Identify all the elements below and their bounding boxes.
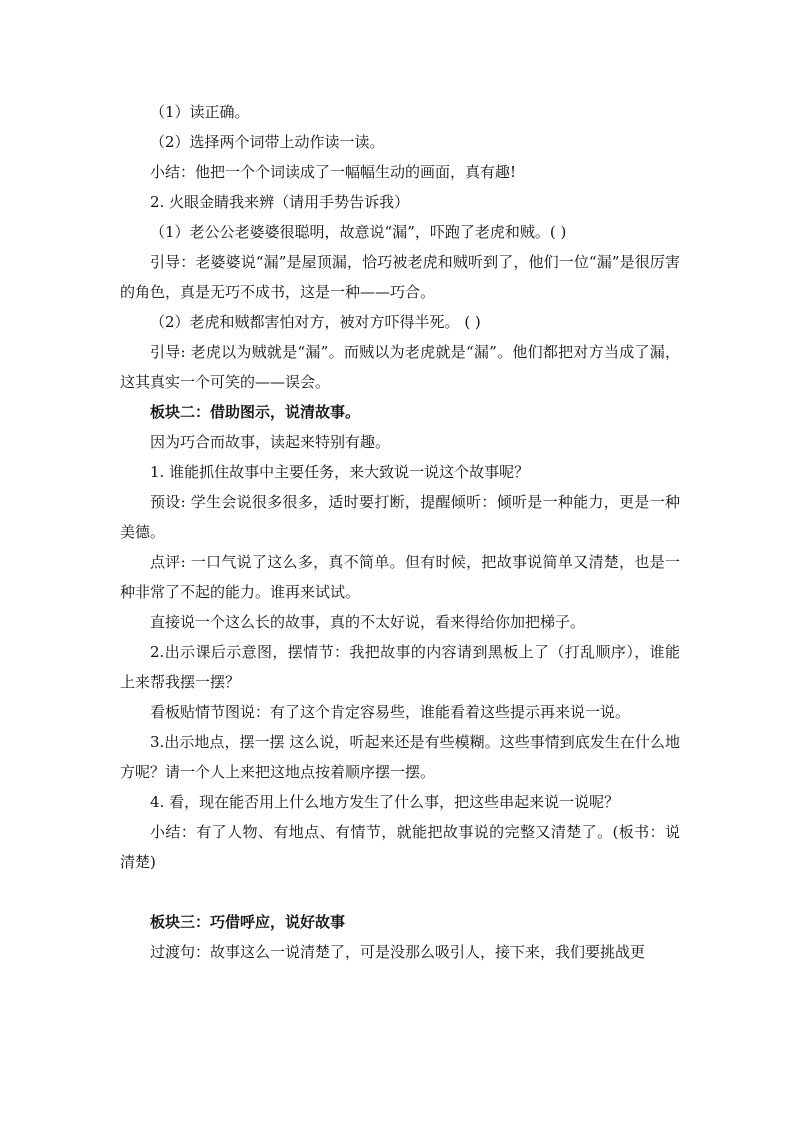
document-body <box>120 97 680 967</box>
paragraph-read-correctly: （1）读正确。 <box>150 103 250 121</box>
paragraph-guide-misunderstanding: 引导: 老虎以为贼就是“漏”。而贼以为老虎就是“漏”。他们都把对方当成了漏，这其真实一个可笑的——误会。 <box>120 343 680 391</box>
paragraph-coincidence-interesting: 因为巧合而故事，读起来特别有趣。 <box>150 433 391 451</box>
paragraph-summary-2: 小结：有了人物、有地点、有情节，就能把故事说的完整又清楚了。(板书：说清楚) <box>120 823 680 871</box>
section-heading-3: 板块三：巧借呼应，说好故事 <box>150 913 346 931</box>
paragraph-preset: 预设: 学生会说很多很多，适时要打断，提醒倾听：倾听是一种能力，更是一种美德。 <box>120 493 680 541</box>
paragraph-step-3: 3.出示地点，摆一摆 这么说，听起来还是有些模糊。这些事情到底发生在什么地方呢？请一个人上来把这地点按着顺序摆一摆。 <box>120 733 680 781</box>
paragraph-question-1: （1）老公公老婆婆很聪明，故意说“漏”，吓跑了老虎和贼。( ) <box>150 223 567 241</box>
paragraph-step-1: 1. 谁能抓住故事中主要任务，来大致说一说这个故事呢？ <box>150 463 530 481</box>
paragraph-question-2: （2）老虎和贼都害怕对方，被对方吓得半死。 ( ) <box>150 313 481 331</box>
paragraph-sharp-eyes: 2. 火眼金睛我来辨（请用手势告诉我） <box>150 193 410 211</box>
paragraph-ladder: 直接说一个这么长的故事，真的不太好说，看来得给你加把梯子。 <box>150 613 586 631</box>
paragraph-guide-coincidence: 引导：老婆婆说“漏”是屋顶漏，恰巧被老虎和贼听到了，他们一位“漏”是很厉害的角色，真是无巧不成书，这是一种——巧合。 <box>120 253 680 301</box>
paragraph-summary-1: 小结：他把一个个词读成了一幅幅生动的画面，真有趣! <box>150 163 517 181</box>
paragraph-spacer <box>120 877 680 907</box>
section-heading-2: 板块二：借助图示，说清故事。 <box>150 403 361 421</box>
paragraph-step-2: 2.出示课后示意图，摆情节：我把故事的内容请到黑板上了（打乱顺序），谁能上来帮我摆一摆？ <box>120 643 680 691</box>
paragraph-board-pictures: 看板贴情节图说：有了这个肯定容易些，谁能看着这些提示再来说一说。 <box>150 703 631 721</box>
paragraph-step-4: 4. 看，现在能否用上什么地方发生了什么事，把这些串起来说一说呢？ <box>150 793 620 811</box>
paragraph-read-with-actions: （2）选择两个词带上动作读一读。 <box>150 133 385 151</box>
paragraph-transition: 过渡句：故事这么一说清楚了，可是没那么吸引人，接下来，我们要挑战更 <box>150 943 646 961</box>
paragraph-comment: 点评: 一口气说了这么多，真不简单。但有时候，把故事说简单又清楚，也是一种非常了不起的能力。谁再来试试。 <box>120 553 680 601</box>
